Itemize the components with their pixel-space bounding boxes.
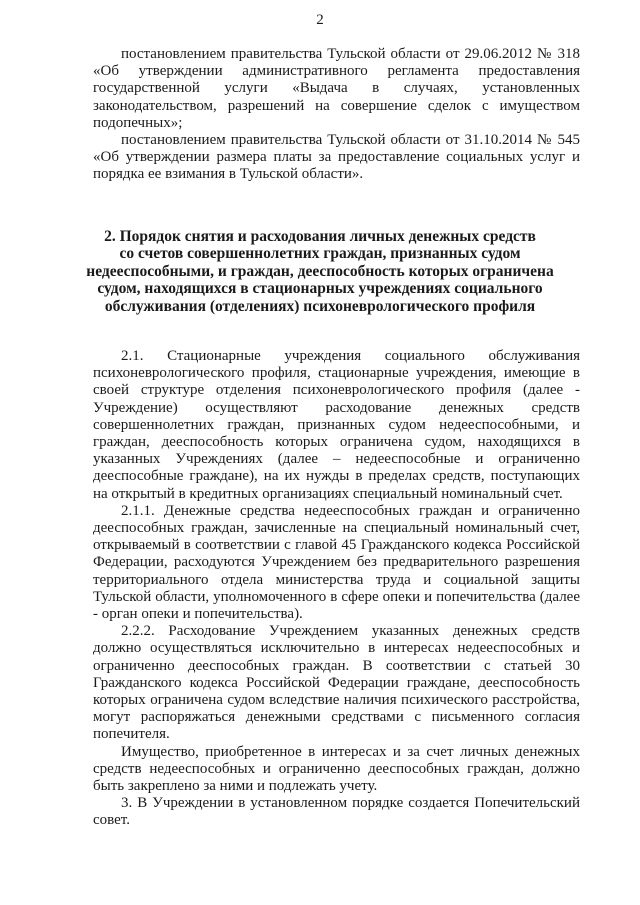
intro-list [93,46,580,184]
paragraph-2-1: 2.1. Стационарные учреждения социального обслуживания психоневрологического профиля, стационарные учреждения, имеющие в своей структуре отделения психоневрологического профиля (далее - Учреждение) осуществляют расходование денежных средств совершеннолетних граждан, признанных судом недееспособными, и граждан, дееспособность которых ограничена судом, находящихся в указанных Учреждениях (далее – недееспособные и ограниченно дееспособные граждане), на их нужды в пределах средств, поступающих на открытый в кредитных организациях специальный номинальный счет. [93,348,580,502]
section-title-line: со счетов совершеннолетних граждан, признанных судом [119,245,521,263]
page-number: 2 [316,12,324,28]
section-title-line: 2. Порядок снятия и расходования личных денежных средств [104,228,536,245]
paragraph-2-1-1: 2.1.1. Денежные средства недееспособных граждан и ограниченно дееспособных граждан, зачисленные на специальный номинальный счет, открываемый в соответствии с главой 45 Гражданского кодекса Российской Федерации, расходуются Учреждением без предварительного разрешения территориального отдела министерства труда и социальной защиты Тульской области, уполномоченного в сфере опеки и попечительства (далее - орган опеки и попечительства). [93,502,580,623]
paragraph-3: 3. В Учреждении в установленном порядке создается Попечительский совет. [93,795,580,829]
intro-paragraph-2: постановлением правительства Тульской области от 31.10.2014 № 545 «Об утверждении размера платы за предоставление социальных услуг и порядка ее взимания в Тульской области». [93,132,580,183]
section-title-line: судом, находящихся в стационарных учреждениях социального [97,280,543,298]
section-title-line: обслуживания (отделениях) психоневрологического профиля [104,297,536,315]
paragraph-2-2-2: 2.2.2. Расходование Учреждением указанных денежных средств должно осуществляться исключительно в интересах недееспособных и ограниченно дееспособных граждан. В соответствии с статьей 30 Гражданского кодекса Российской Федерации граждане, дееспособность которых ограничена судом вследствие наличия психического расстройства, могут распоряжаться денежными средствами с письменного согласия попечителя. [93,623,580,743]
paragraph-property: Имущество, приобретенное в интересах и за счет личных денежных средств недееспособных и ограниченно дееспособных граждан, должно быть закреплено за ними и подлежать учету. [93,743,580,795]
section-title [80,228,560,315]
section-title-line: недееспособными, и граждан, дееспособность которых ограничена [86,262,554,280]
intro-paragraph-1: постановлением правительства Тульской области от 29.06.2012 № 318 «Об утверждении административного регламента предоставления государственной услуги «Выдача в случаях, установленных законодательством, разрешений на совершение сделок с имуществом подопечных»; [93,46,580,131]
body-text [93,348,580,830]
